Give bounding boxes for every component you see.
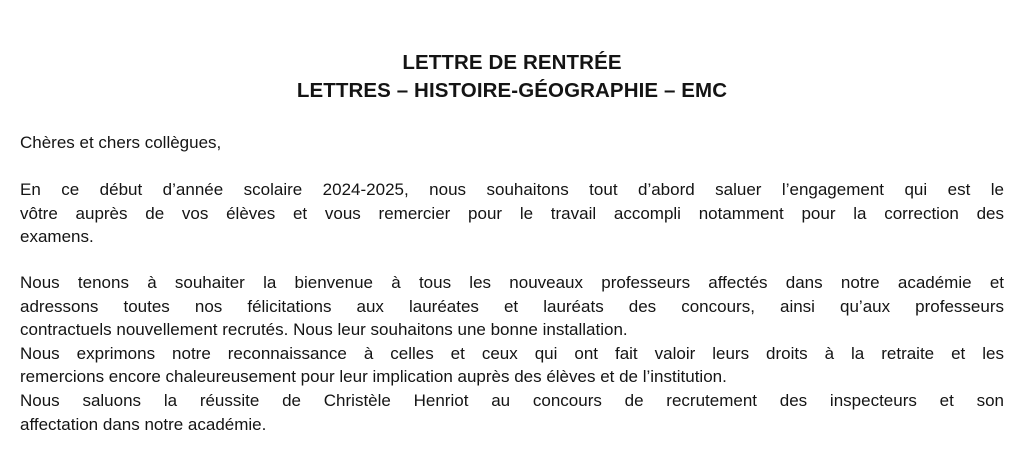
paragraph-line: Nous saluons la réussite de Christèle Henriot au concours de recrutement des inspecteurs et son xyxy=(20,390,1004,410)
paragraph-line: Nous exprimons notre reconnaissance à celles et ceux qui ont fait valoir leurs droits à la retraite et les xyxy=(20,343,1004,363)
paragraph-announcements xyxy=(20,271,1004,436)
paragraph-line: contractuels nouvellement recrutés. Nous leur souhaitons une bonne installation. xyxy=(20,320,628,340)
letter-title xyxy=(0,49,1024,105)
paragraph-line: affectation dans notre académie. xyxy=(20,414,267,434)
paragraph-line: Nous tenons à souhaiter la bienvenue à tous les nouveaux professeurs affectés dans notre académie et xyxy=(20,273,1004,292)
paragraph-line: examens. xyxy=(20,227,94,247)
title-line-1: LETTRE DE RENTRÉE xyxy=(402,51,622,74)
salutation xyxy=(20,131,1004,155)
title-line-2: LETTRES – HISTOIRE-GÉOGRAPHIE – EMC xyxy=(296,79,728,102)
paragraph-line: adressons toutes nos félicitations aux lauréates et lauréats des concours, ainsi qu’aux professeurs xyxy=(20,296,1004,316)
paragraph-line: En ce début d’année scolaire 2024-2025, nous souhaitons tout d’abord saluer l’engagement qui est le xyxy=(20,180,1004,199)
salutation-text: Chères et chers collègues, xyxy=(20,133,222,152)
paragraph-welcome xyxy=(20,178,1004,249)
paragraph-line: vôtre auprès de vos élèves et vous remercier pour le travail accompli notamment pour la correction des xyxy=(20,203,1004,223)
paragraph-line: remercions encore chaleureusement pour leur implication auprès des élèves et de l’institution. xyxy=(20,367,727,387)
